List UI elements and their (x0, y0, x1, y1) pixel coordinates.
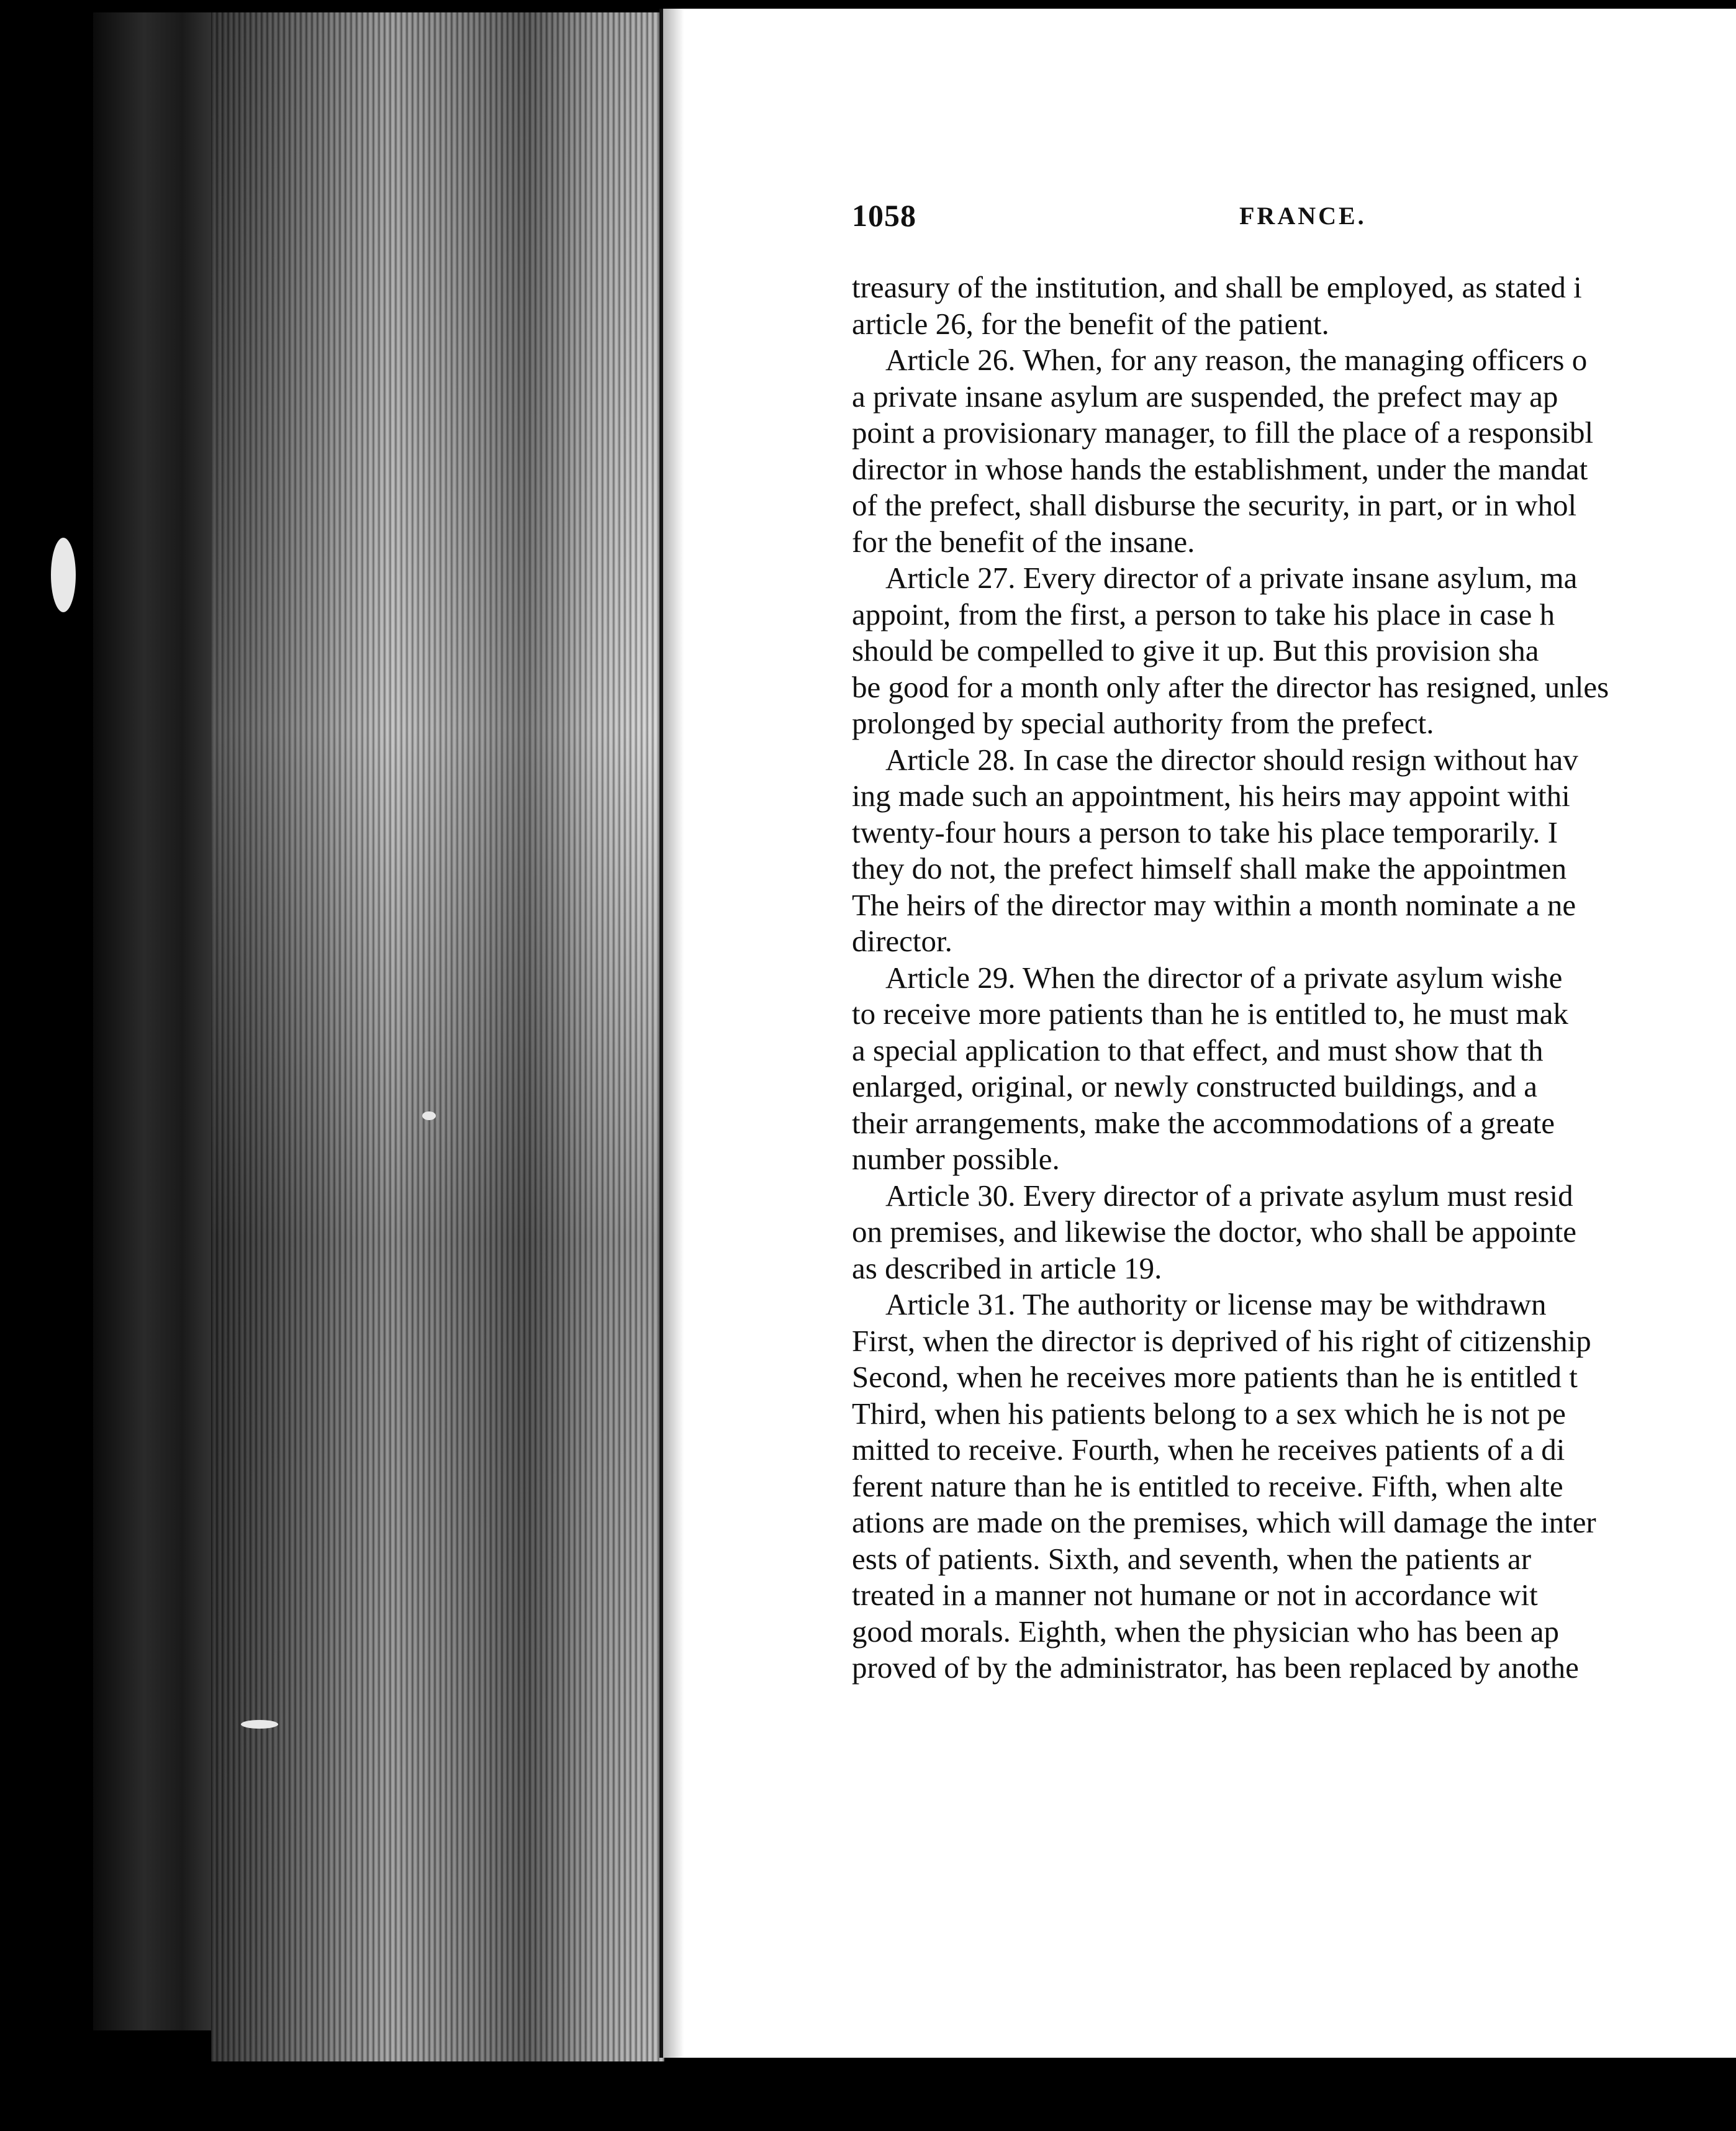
text-line: of the prefect, shall disburse the security, in part, or in whol (852, 488, 1577, 522)
text-line: Article 28. In case the director should resign without hav (885, 742, 1578, 777)
text-line: on premises, and likewise the doctor, who shall be appointe (852, 1215, 1576, 1249)
text-line: they do not, the prefect himself shall make the appointmen (852, 851, 1567, 885)
text-line: treated in a manner not humane or not in accordance wit (852, 1578, 1538, 1612)
text-line: ations are made on the premises, which will damage the inter (852, 1505, 1596, 1539)
text-line: First, when the director is deprived of his right of citizenship (852, 1323, 1591, 1358)
paper-speck (241, 1720, 278, 1729)
page-number: 1058 (852, 198, 916, 233)
text-line: director in whose hands the establishment, under the mandat (852, 451, 1588, 486)
text-line: Article 30. Every director of a private asylum must resid (885, 1178, 1573, 1213)
text-line: Third, when his patients belong to a sex which he is not pe (852, 1396, 1566, 1431)
text-line: point a provisionary manager, to fill the place of a responsibl (852, 415, 1594, 450)
text-line: a special application to that effect, and must show that th (852, 1033, 1544, 1067)
running-title: FRANCE. (1239, 202, 1367, 230)
text-line: good morals. Eighth, when the physician who has been ap (852, 1614, 1560, 1649)
text-line: enlarged, original, or newly constructed buildings, and a (852, 1069, 1538, 1103)
text-line: article 26, for the benefit of the patient. (852, 306, 1329, 341)
text-line: to receive more patients than he is entitled to, he must mak (852, 997, 1568, 1031)
text-line: their arrangements, make the accommodations of a greate (852, 1105, 1555, 1140)
text-line: a private insane asylum are suspended, the prefect may ap (852, 379, 1558, 414)
text-line: ests of patients. Sixth, and seventh, when the patients ar (852, 1541, 1532, 1576)
body-text (852, 269, 1736, 1686)
text-line: The heirs of the director may within a month nominate a ne (852, 887, 1576, 922)
paper-speck (51, 538, 76, 612)
paper-speck (422, 1111, 436, 1120)
book-cover-edge (93, 12, 220, 2030)
text-line: Article 29. When the director of a private asylum wishe (885, 960, 1563, 995)
text-line: mitted to receive. Fourth, when he receives patients of a di (852, 1432, 1565, 1467)
text-line: as described in article 19. (852, 1251, 1162, 1285)
text-line: be good for a month only after the director has resigned, unles (852, 669, 1609, 704)
text-line: ferent nature than he is entitled to receive. Fifth, when alte (852, 1468, 1563, 1503)
page-gutter-shadow (659, 9, 684, 2058)
text-line: proved of by the administrator, has been replaced by anothe (852, 1650, 1579, 1685)
page-stack-shading (211, 12, 664, 2061)
text-line: treasury of the institution, and shall be employed, as stated i (852, 270, 1582, 304)
text-line: ing made such an appointment, his heirs may appoint withi (852, 779, 1570, 813)
text-line: appoint, from the first, a person to take his place in case h (852, 597, 1555, 631)
text-line: director. (852, 924, 952, 958)
text-line: number possible. (852, 1142, 1060, 1176)
text-line: Second, when he receives more patients than he is entitled t (852, 1360, 1578, 1394)
text-line: twenty-four hours a person to take his place temporarily. I (852, 815, 1558, 849)
text-line: should be compelled to give it up. But this provision sha (852, 633, 1539, 667)
running-head (852, 197, 1736, 241)
text-line: for the benefit of the insane. (852, 524, 1195, 559)
text-line: prolonged by special authority from the prefect. (852, 706, 1434, 740)
text-line: Article 26. When, for any reason, the managing officers o (885, 343, 1588, 377)
text-line: Article 31. The authority or license may be withdrawn (885, 1287, 1547, 1321)
text-line: Article 27. Every director of a private insane asylum, ma (885, 561, 1578, 595)
